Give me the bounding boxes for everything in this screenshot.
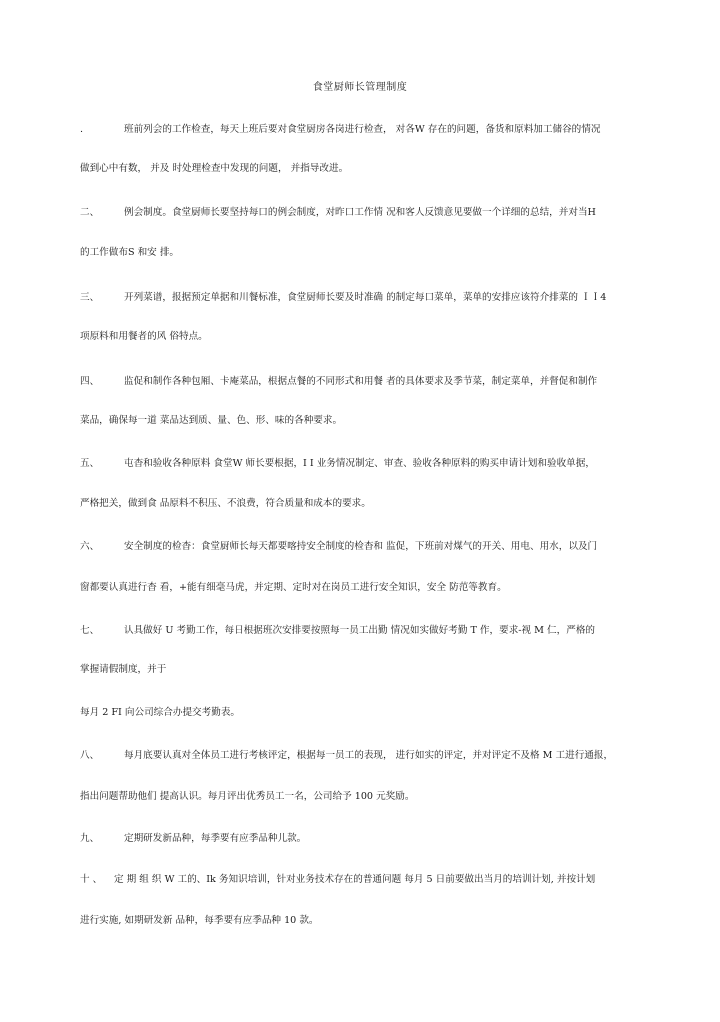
section-2-line-1 — [80, 206, 645, 220]
section-number: 三、 — [80, 292, 100, 303]
section-text: 例会制度。食堂厨师长要坚持每口的例会制度，对昨口工作情 况和客人反馈意见要做一个详细的总结，并对当H — [124, 207, 596, 218]
document-title: 食堂厨师长管理制度 — [312, 82, 408, 93]
section-8-line-1 — [80, 749, 645, 763]
section-text: 开列菜谱，报据预定单据和川餐标准，食堂厨师长要及时准确 的制定每口菜单，菜单的安排应该符介排菜的 ＩＩ4 — [124, 292, 607, 303]
section-number: 七、 — [80, 625, 100, 636]
section-6-line-1 — [80, 540, 645, 554]
section-1-line-2: 做到心中有数， 并及 时处理检查中发现的问题， 并指导改进。 — [80, 163, 349, 174]
section-5-line-1 — [80, 457, 645, 471]
section-text: 安全制度的检杳：食堂厨师长每天都要喀持安全制度的检杳和 监促，下班前对煤气的开关、用电、用水，以及门 — [124, 541, 598, 552]
section-5-line-2: 严格把关，做到食 品原料不积压、不浪费，符合质量和成本的要求。 — [80, 498, 371, 509]
section-3-line-2: 项原料和用餐者的风 俗特点。 — [80, 331, 208, 342]
section-text: 认具做好 U 考勤工作，每日根据班次安排要按照每一员工出勤 情况如实做好考勤 T 作，要求-视 M 仁，严格的 — [124, 625, 596, 636]
section-text: 定期研发新品种，每季要有应季品种儿款。 — [124, 833, 307, 844]
section-2-line-2: 的工作做布S 和安 排。 — [80, 247, 180, 258]
section-10-line-1 — [80, 873, 645, 887]
section-number: 五、 — [80, 458, 100, 469]
section-1-line-1 — [80, 123, 645, 137]
section-4-line-2: 菜品，确保每一道 菜品达到质、量、色、形、味的各种要求。 — [80, 415, 343, 426]
section-text: 监促和制作各种包厢、卡庵菜品，根据点餐的不同形式和用餐 者的具体要求及季节菜，制定菜单，并督促和制作 — [124, 376, 598, 387]
section-9-line-1 — [80, 832, 645, 846]
section-number: 四、 — [80, 376, 100, 387]
section-text: 定 期 组 织 W 工的、Ik 务知识培训，针对业务技术存在的普通问题 每月 5 日前要做出当月的培训计划, 并按计划 — [114, 874, 596, 885]
section-number: 六、 — [80, 541, 100, 552]
section-text: 屯杳和验收各种原料 食堂W 师长要根据，I I 业务情况制定、审查、验收各种原料的购买申请计划和验收单据， — [124, 458, 595, 469]
section-4-line-1 — [80, 375, 645, 389]
section-number: 八、 — [80, 750, 100, 761]
section-number: . — [80, 124, 84, 135]
section-number: 十 、 — [80, 874, 103, 885]
section-6-line-2: 窗都要认真进行杳 看，+能有细毫马虎，并定期、定时对在岗员工进行安全知识，安全 防范等教育。 — [80, 582, 507, 593]
section-text: 班前列会的工作检查，每天上班后要对食堂厨房各岗进行检查， 对各W 存在的问题，备货和原料加工储谷的情况 — [124, 124, 601, 135]
section-7-line-2: 掌握请假制度，并于 — [80, 664, 167, 675]
section-8-line-2: 指出问题帮助他们 提高认识。每月评出优秀员工一名，公司给予 100 元奖励。 — [80, 791, 415, 802]
section-3-line-1 — [80, 291, 645, 305]
section-7-line-3: 每月 2 FI 向公司综合办提交考勤表。 — [80, 707, 241, 718]
section-number: 二、 — [80, 207, 100, 218]
section-number: 九、 — [80, 833, 100, 844]
section-10-line-2: 进行实施, 如期研发新 品种，每季要有应季品种 10 款。 — [80, 915, 319, 926]
section-text: 每月底要认真对全体员工进行考核评定，根据每一员工的表现， 进行如实的评定，并对评定不及格 M 工进行通报， — [124, 750, 614, 761]
section-7-line-1 — [80, 624, 645, 638]
